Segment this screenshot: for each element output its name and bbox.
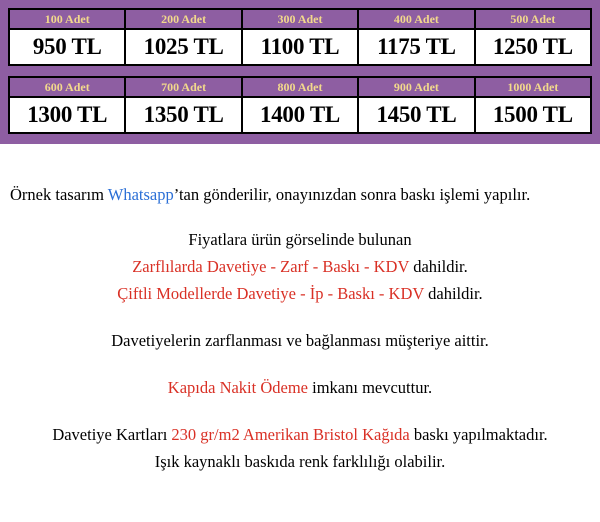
price-value: 1350 TL [143,102,224,127]
quantity-label: 900 Adet [359,78,473,98]
price-cell [8,76,126,134]
price-cell [241,76,359,134]
paper-type-highlight: 230 gr/m2 Amerikan Bristol Kağıda [171,425,410,444]
price-cell [357,76,475,134]
note-text: dahildir. [424,284,483,303]
price-value: 950 TL [32,34,102,59]
double-model-items-highlight: Çiftli Modellerde Davetiye - İp - Baskı - KDV [117,284,425,303]
quantity-label: 500 Adet [476,10,590,30]
note-customer-responsibility: Davetiyelerin zarflanması ve bağlanması müşteriye aittir. [111,331,489,350]
price-value: 1250 TL [492,34,573,59]
quantity-label: 200 Adet [126,10,240,30]
price-value: 1300 TL [27,102,108,127]
note-envelope-included [10,254,590,279]
price-value: 1100 TL [260,34,340,59]
quantity-label: 700 Adet [126,78,240,98]
note-whatsapp [10,182,590,207]
note-text: baskı yapılmaktadır. [409,425,548,444]
price-cell [474,8,592,66]
price-cell [8,8,126,66]
notes-section [0,144,600,474]
price-value: 1175 TL [377,34,456,59]
price-cell [241,8,359,66]
quantity-label: 600 Adet [10,78,124,98]
note-color-disclaimer: Işık kaynaklı baskıda renk farklılığı olabilir. [154,452,446,471]
price-row [0,76,600,134]
price-value: 1400 TL [260,102,340,127]
whatsapp-highlight: Whatsapp [107,185,174,204]
price-row [0,8,600,66]
quantity-label: 400 Adet [359,10,473,30]
note-text: dahildir. [409,257,468,276]
note-double-model-included [10,281,590,306]
cash-on-delivery-highlight: Kapıda Nakit Ödeme [167,378,308,397]
note-paper-type [10,422,590,447]
price-value: 1025 TL [143,34,224,59]
note-text: imkanı mevcuttur. [308,378,433,397]
quantity-label: 300 Adet [243,10,357,30]
price-cell [124,8,242,66]
note-text: ’tan gönderilir, onayınızdan sonra baskı işlemi yapılır. [173,185,531,204]
price-cell [357,8,475,66]
quantity-label: 100 Adet [10,10,124,30]
price-cell [474,76,592,134]
quantity-label: 800 Adet [243,78,357,98]
note-text: Davetiye Kartları [52,425,172,444]
note-included-intro: Fiyatlara ürün görselinde bulunan [188,230,412,249]
note-cash-on-delivery [10,375,590,400]
envelope-items-highlight: Zarflılarda Davetiye - Zarf - Baskı - KDV [132,257,410,276]
price-table-panel [0,0,600,144]
quantity-label: 1000 Adet [476,78,590,98]
price-value: 1500 TL [492,102,573,127]
note-text: Örnek tasarım [10,185,108,204]
price-value: 1450 TL [376,102,457,127]
price-cell [124,76,242,134]
